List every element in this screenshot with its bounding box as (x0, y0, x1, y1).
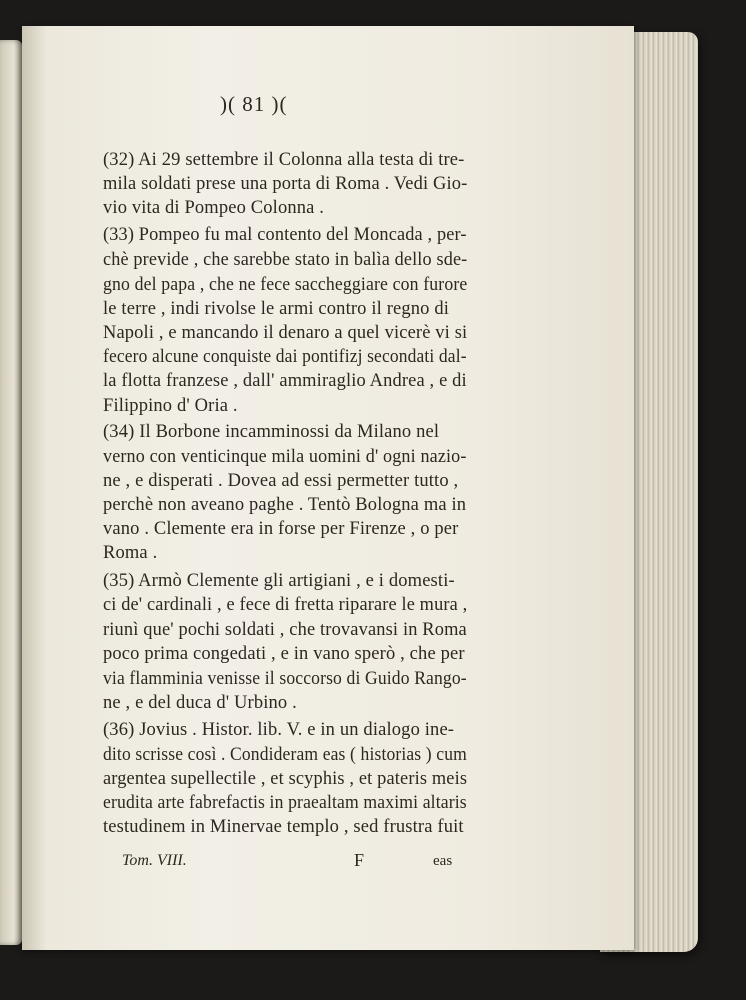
text-line: (33) Pompeo fu mal contento del Moncada , per- (103, 225, 467, 245)
text-line: la flotta franzese , dall' ammiraglio Andrea , e di (103, 371, 467, 391)
text-line: mila soldati prese una porta di Roma . Vedi Gio- (103, 174, 468, 194)
footer-volume: Tom. VIII. (122, 852, 187, 869)
text-line: riunì que' pochi soldati , che trovavansi in Roma (103, 620, 467, 640)
text-line: vio vita di Pompeo Colonna . (103, 198, 325, 218)
text-line: dito scrisse così . Condideram eas ( historias ) cum (103, 745, 467, 765)
text-line: ci de' cardinali , e fece di fretta riparare le mura , (103, 595, 468, 615)
text-line: (32) Ai 29 settembre il Colonna alla testa di tre- (103, 150, 465, 170)
text-line: fecero alcune conquiste dai pontifizj secondati dal- (103, 347, 467, 367)
text-line: chè previde , che sarebbe stato in balìa dello sde- (103, 250, 468, 270)
footer-catchword: eas (433, 853, 453, 869)
text-line: (36) Jovius . Histor. lib. V. e in un dialogo ine- (103, 720, 455, 740)
text-line: poco prima congedati , e in vano sperò , che per (103, 644, 465, 664)
text-line: Napoli , e mancando il denaro a quel vicerè vi si (103, 323, 468, 343)
text-line: gno del papa , che ne fece saccheggiare con furore (103, 275, 468, 295)
text-line: verno con venticinque mila uomini d' ogni nazio- (103, 447, 467, 467)
text-line: perchè non aveano paghe . Tentò Bologna ma in (103, 495, 467, 515)
text-line: le terre , indi rivolse le armi contro il regno di (103, 299, 450, 319)
text-line: testudinem in Minervae templo , sed frustra fuit (103, 817, 464, 837)
text-line: (34) Il Borbone incamminossi da Milano nel (103, 422, 440, 442)
text-line: Roma . (103, 543, 158, 563)
text-line: via flamminia venisse il soccorso di Guido Rango- (103, 669, 467, 689)
text-line: ne , e del duca d' Urbino . (103, 693, 297, 713)
footer-signature: F (354, 850, 365, 870)
page-header: )( 81 )( (220, 92, 288, 116)
left-page-edge (0, 40, 22, 945)
text-line: erudita arte fabrefactis in praealtam maximi altaris (103, 793, 467, 813)
text-line: argentea supellectile , et scyphis , et pateris meis (103, 769, 468, 789)
text-line: ne , e disperati . Dovea ad essi permetter tutto , (103, 471, 459, 491)
text-line: (35) Armò Clemente gli artigiani , e i domesti- (103, 571, 455, 591)
text-line: vano . Clemente era in forse per Firenze , o per (103, 519, 459, 539)
text-line: Filippino d' Oria . (103, 396, 238, 416)
